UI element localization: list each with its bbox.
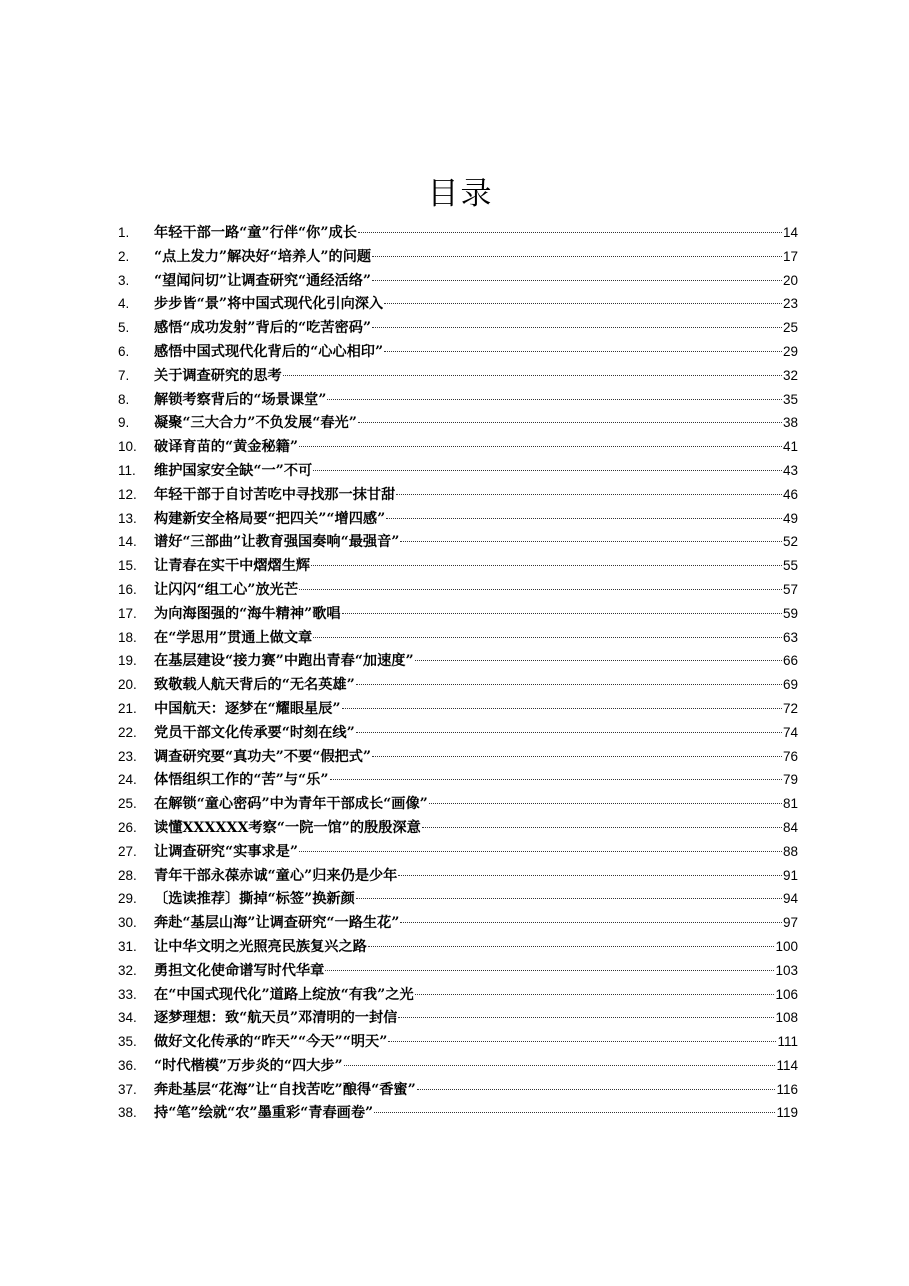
toc-dot-leader — [311, 565, 782, 566]
toc-entry-number: 5. — [118, 320, 130, 336]
table-of-contents — [118, 221, 798, 1125]
toc-entry-number: 28. — [118, 867, 137, 883]
toc-entry-number: 6. — [118, 343, 130, 359]
toc-dot-leader — [384, 351, 782, 352]
toc-entry-number: 36. — [118, 1057, 137, 1073]
toc-entry-page: 57 — [782, 581, 798, 597]
toc-dot-leader — [417, 1089, 776, 1090]
toc-dot-leader — [342, 613, 782, 614]
toc-entry[interactable] — [118, 578, 798, 602]
toc-entry-title: 让闪闪“组工心”放光芒 — [154, 581, 299, 598]
toc-entry-title: “望闻问切”让调查研究“通经活络” — [154, 272, 372, 289]
toc-entry[interactable] — [118, 435, 798, 459]
toc-entry[interactable] — [118, 649, 798, 673]
toc-entry-title: 构建新安全格局要“把四关”“增四感” — [154, 510, 386, 527]
toc-dot-leader — [372, 327, 782, 328]
toc-entry-page: 103 — [775, 962, 798, 978]
toc-dot-leader — [372, 256, 782, 257]
toc-entry-title: 为向海图强的“海牛精神”歌唱 — [154, 605, 341, 622]
toc-entry-number: 4. — [118, 296, 130, 312]
toc-entry-title: 维护国家安全缺“一”不可 — [154, 462, 313, 479]
toc-entry[interactable] — [118, 983, 798, 1007]
toc-entry[interactable] — [118, 221, 798, 245]
toc-entry-number: 23. — [118, 748, 137, 764]
toc-entry-number: 16. — [118, 581, 137, 597]
toc-entry-page: 119 — [776, 1105, 798, 1121]
toc-entry-number: 26. — [118, 819, 137, 835]
toc-dot-leader — [313, 470, 782, 471]
toc-entry-title: 在基层建设“接力赛”中跑出青春“加速度” — [154, 653, 414, 670]
toc-entry-page: 74 — [782, 724, 798, 740]
toc-entry[interactable] — [118, 245, 798, 269]
toc-entry-title: 调查研究要“真功夫”不要“假把式” — [154, 748, 372, 765]
toc-dot-leader — [325, 970, 774, 971]
toc-entry-page: 106 — [775, 986, 798, 1002]
toc-entry[interactable] — [118, 459, 798, 483]
toc-dot-leader — [388, 1041, 776, 1042]
toc-entry-title: “点上发力”解决好“培养人”的问题 — [154, 248, 372, 265]
toc-entry[interactable] — [118, 768, 798, 792]
toc-entry[interactable] — [118, 887, 798, 911]
toc-entry[interactable] — [118, 745, 798, 769]
toc-entry-number: 34. — [118, 1010, 137, 1026]
toc-dot-leader — [368, 946, 775, 947]
toc-entry-title: 青年干部永葆赤诚“童心”归来仍是少年 — [154, 867, 398, 884]
toc-entry-title: 勇担文化使命谱写时代华章 — [154, 962, 325, 979]
toc-entry-title: 致敬载人航天背后的“无名英雄” — [154, 677, 355, 694]
toc-dot-leader — [342, 708, 782, 709]
toc-dot-leader — [415, 660, 782, 661]
toc-entry-title: 做好文化传承的“昨天”“今天”“明天” — [154, 1034, 388, 1051]
toc-entry-number: 9. — [118, 415, 130, 431]
toc-entry-title: 凝聚“三大合力”不负发展“春光” — [154, 415, 357, 432]
toc-entry[interactable] — [118, 1078, 798, 1102]
toc-entry-number: 14. — [118, 534, 137, 550]
toc-entry-page: 49 — [782, 510, 798, 526]
toc-entry[interactable] — [118, 959, 798, 983]
toc-entry[interactable] — [118, 673, 798, 697]
toc-entry[interactable] — [118, 1006, 798, 1030]
toc-entry-number: 17. — [118, 605, 137, 621]
toc-entry-title: 解锁考察背后的“场景课堂” — [154, 391, 327, 408]
toc-entry-number: 10. — [118, 439, 137, 455]
toc-entry-title: 年轻干部于自讨苦吃中寻找那一抹甘甜 — [154, 486, 396, 503]
toc-dot-leader — [356, 684, 782, 685]
toc-entry-page: 38 — [782, 415, 798, 431]
toc-dot-leader — [356, 898, 782, 899]
toc-entry[interactable] — [118, 602, 798, 626]
toc-entry-number: 38. — [118, 1105, 137, 1121]
toc-entry-page: 116 — [776, 1081, 798, 1097]
toc-entry-number: 19. — [118, 653, 137, 669]
toc-entry-title: 奔赴“基层山海”让调查研究“一路生花” — [154, 915, 400, 932]
toc-entry-title: 体悟组织工作的“苦”与“乐” — [154, 772, 329, 789]
toc-entry-page: 72 — [782, 700, 798, 716]
toc-entry-page: 20 — [782, 272, 798, 288]
toc-entry-number: 13. — [118, 510, 137, 526]
toc-entry-number: 22. — [118, 724, 137, 740]
toc-entry-number: 20. — [118, 677, 137, 693]
toc-entry-number: 37. — [118, 1081, 137, 1097]
toc-entry-title: 关于调查研究的思考 — [154, 367, 282, 384]
toc-entry-page: 76 — [782, 748, 798, 764]
toc-entry[interactable] — [118, 411, 798, 435]
toc-entry-page: 41 — [782, 439, 798, 455]
toc-entry[interactable] — [118, 364, 798, 388]
toc-entry-title: 让青春在实干中熠熠生辉 — [154, 558, 311, 575]
toc-entry-title: 感悟“成功发射”背后的“吃苦密码” — [154, 320, 372, 337]
toc-entry-title: 年轻干部一路“童”行伴“你”成长 — [154, 225, 357, 241]
toc-entry-number: 25. — [118, 796, 137, 812]
toc-dot-leader — [299, 851, 782, 852]
toc-entry[interactable] — [118, 507, 798, 531]
toc-entry-number: 15. — [118, 558, 137, 574]
toc-entry-page: 66 — [782, 653, 798, 669]
toc-entry[interactable] — [118, 816, 798, 840]
toc-dot-leader — [358, 232, 782, 233]
toc-entry-title: 破译育苗的“黄金秘籍” — [154, 439, 299, 456]
toc-dot-leader — [356, 732, 782, 733]
toc-entry-page: 97 — [782, 915, 798, 931]
toc-entry-number: 27. — [118, 843, 137, 859]
toc-entry[interactable] — [118, 864, 798, 888]
toc-entry-page: 43 — [782, 462, 798, 478]
toc-entry-title: 奔赴基层“花海”让“自找苦吃”酿得“香蜜” — [154, 1081, 416, 1098]
toc-entry-number: 32. — [118, 962, 137, 978]
toc-entry-number: 29. — [118, 891, 137, 907]
toc-entry-title: 步步皆“景”将中国式现代化引向深入 — [154, 296, 384, 313]
toc-entry-title: 在“中国式现代化”道路上绽放“有我”之光 — [154, 986, 414, 1003]
toc-dot-leader — [400, 922, 782, 923]
toc-entry-page: 35 — [782, 391, 798, 407]
toc-dot-leader — [283, 375, 782, 376]
toc-entry-page: 52 — [782, 534, 798, 550]
toc-dot-leader — [384, 303, 782, 304]
toc-entry-number: 18. — [118, 629, 137, 645]
toc-entry-title: “时代楷模”万步炎的“四大步” — [154, 1057, 343, 1074]
toc-entry[interactable] — [118, 721, 798, 745]
toc-entry[interactable] — [118, 554, 798, 578]
toc-dot-leader — [398, 875, 782, 876]
toc-dot-leader — [344, 1065, 776, 1066]
toc-entry-number: 11. — [118, 462, 136, 478]
toc-dot-leader — [299, 446, 782, 447]
toc-entry-page: 55 — [782, 558, 798, 574]
page-title: 目录 — [427, 176, 494, 212]
toc-entry[interactable] — [118, 935, 798, 959]
toc-entry-page: 81 — [782, 796, 798, 812]
toc-entry-title: 让调查研究“实事求是” — [154, 843, 299, 860]
toc-entry-page: 114 — [776, 1057, 798, 1073]
toc-entry-number: 33. — [118, 986, 137, 1002]
toc-dot-leader — [386, 518, 782, 519]
toc-entry-number: 31. — [118, 938, 137, 954]
toc-entry[interactable] — [118, 340, 798, 364]
toc-entry[interactable] — [118, 530, 798, 554]
toc-dot-leader — [398, 1017, 774, 1018]
toc-entry-page: 100 — [775, 938, 798, 954]
toc-entry[interactable] — [118, 483, 798, 507]
toc-entry-title: 让中华文明之光照亮民族复兴之路 — [154, 938, 367, 955]
toc-entry[interactable] — [118, 316, 798, 340]
toc-entry-number: 3. — [118, 272, 130, 288]
toc-dot-leader — [358, 422, 782, 423]
toc-entry[interactable] — [118, 1054, 798, 1078]
toc-dot-leader — [299, 589, 782, 590]
toc-entry-title: 在解锁“童心密码”中为青年干部成长“画像” — [154, 796, 428, 813]
toc-entry-number: 8. — [118, 391, 130, 407]
toc-entry-number: 7. — [118, 367, 130, 383]
toc-entry[interactable] — [118, 1101, 798, 1125]
toc-entry[interactable] — [118, 388, 798, 412]
toc-entry-number: 35. — [118, 1034, 137, 1050]
toc-entry-page: 59 — [782, 605, 798, 621]
toc-entry-page: 63 — [782, 629, 798, 645]
toc-entry-page: 79 — [782, 772, 798, 788]
toc-entry[interactable] — [118, 269, 798, 293]
toc-entry-page: 46 — [782, 486, 798, 502]
toc-entry-page: 32 — [782, 367, 798, 383]
toc-entry-page: 84 — [782, 819, 798, 835]
toc-entry-number: 12. — [118, 486, 137, 502]
toc-entry-title: 逐梦理想：致“航天员”邓清明的一封信 — [154, 1010, 398, 1027]
toc-entry-number: 30. — [118, 915, 137, 931]
toc-dot-leader — [330, 779, 782, 780]
toc-entry-number: 1. — [118, 225, 130, 240]
toc-dot-leader — [396, 494, 782, 495]
toc-entry-number: 24. — [118, 772, 137, 788]
toc-entry-page: 111 — [777, 1034, 798, 1050]
toc-entry[interactable] — [118, 792, 798, 816]
toc-entry-title: 感悟中国式现代化背后的“心心相印” — [154, 343, 384, 360]
toc-entry[interactable] — [118, 911, 798, 935]
toc-entry-page: 14 — [782, 225, 798, 240]
toc-entry-title: 在“学思用”贯通上做文章 — [154, 629, 313, 646]
toc-dot-leader — [415, 994, 775, 995]
toc-entry-title: 持“笔”绘就“农”墨重彩“青春画卷” — [154, 1105, 374, 1122]
toc-entry[interactable] — [118, 840, 798, 864]
toc-entry[interactable] — [118, 697, 798, 721]
toc-entry-page: 88 — [782, 843, 798, 859]
toc-entry[interactable] — [118, 1030, 798, 1054]
toc-entry-number: 2. — [118, 248, 130, 264]
toc-dot-leader — [313, 637, 782, 638]
toc-entry[interactable] — [118, 292, 798, 316]
toc-dot-leader — [374, 1112, 775, 1113]
toc-entry[interactable] — [118, 626, 798, 650]
toc-entry-page: 23 — [782, 296, 798, 312]
toc-entry-title: 中国航天：逐梦在“耀眼星辰” — [154, 700, 341, 717]
toc-entry-title: 读懂XXXXXX考察“一院一馆”的殷殷深意 — [154, 819, 421, 836]
toc-entry-page: 91 — [782, 867, 798, 883]
toc-entry-page: 29 — [782, 343, 798, 359]
toc-dot-leader — [422, 827, 782, 828]
toc-entry-title: 谱好“三部曲”让教育强国奏响“最强音” — [154, 534, 400, 551]
toc-entry-page: 94 — [782, 891, 798, 907]
toc-entry-page: 17 — [782, 248, 798, 264]
toc-entry-number: 21. — [118, 700, 137, 716]
toc-entry-title: 〔选读推荐〕撕掉“标签”换新颜 — [154, 891, 355, 908]
toc-dot-leader — [372, 756, 782, 757]
toc-entry-page: 69 — [782, 677, 798, 693]
toc-dot-leader — [327, 399, 782, 400]
toc-entry-page: 25 — [782, 320, 798, 336]
toc-dot-leader — [372, 280, 782, 281]
toc-dot-leader — [400, 541, 782, 542]
toc-entry-page: 108 — [775, 1010, 798, 1026]
toc-entry-title: 党员干部文化传承要“时刻在线” — [154, 724, 355, 741]
toc-dot-leader — [429, 803, 782, 804]
